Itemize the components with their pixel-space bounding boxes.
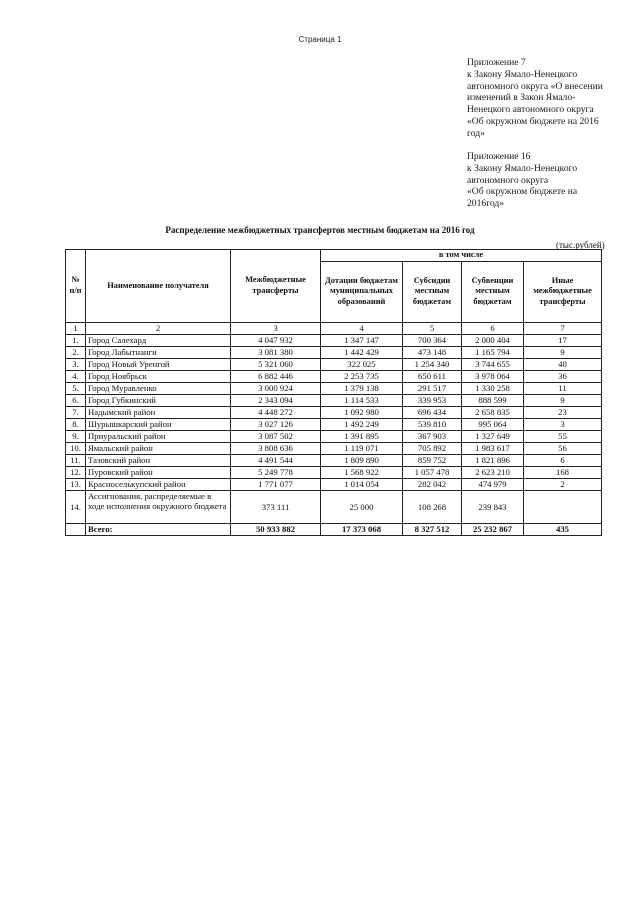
column-number: 4 (321, 322, 403, 334)
appendix-line: «Об окружном бюджете на 2016 (467, 115, 599, 127)
subventions-value: 239 843 (462, 490, 524, 523)
transfers-value: 4 047 932 (231, 334, 321, 346)
row-number: 3. (66, 358, 86, 370)
appendix-line: год» (467, 127, 485, 139)
transfers-value: 6 882 446 (231, 370, 321, 382)
subventions-value: 2 623 210 (462, 466, 524, 478)
grants-value: 25 000 (321, 490, 403, 523)
subsidies-value: 1 254 340 (403, 358, 462, 370)
subsidies-value: 859 752 (403, 454, 462, 466)
total-grants: 17 373 068 (321, 523, 403, 535)
row-number: 6. (66, 394, 86, 406)
total-row (66, 523, 602, 535)
transfers-value: 3 081 380 (231, 346, 321, 358)
recipient-name: Надымский район (86, 406, 231, 418)
total-subsidies: 8 327 512 (403, 523, 462, 535)
table-row (66, 358, 602, 370)
row-number: 4. (66, 370, 86, 382)
table-row (66, 418, 602, 430)
transfers-value: 3 808 636 (231, 442, 321, 454)
other-value: 6 (524, 454, 602, 466)
column-number: 3 (231, 322, 321, 334)
total-other: 435 (524, 523, 602, 535)
subsidies-value: 700 364 (403, 334, 462, 346)
subsidies-value: 339 953 (403, 394, 462, 406)
table-row (66, 478, 602, 490)
recipient-name: Пуровский район (86, 466, 231, 478)
document-title: Распределение межбюджетных трансфертов местным бюджетам на 2016 год (165, 225, 475, 235)
page-header: Страница 1 (298, 35, 342, 44)
table-row (66, 406, 602, 418)
row-number: 11. (66, 454, 86, 466)
table-header-row (66, 250, 602, 262)
row-number: 8. (66, 418, 86, 430)
recipient-name: Ямальский район (86, 442, 231, 454)
row-number: 10. (66, 442, 86, 454)
recipient-name: Тазовский район (86, 454, 231, 466)
header-recipient: Наименование получателя (86, 250, 231, 323)
other-value: 23 (524, 406, 602, 418)
subventions-value: 1 330 258 (462, 382, 524, 394)
subsidies-value: 696 434 (403, 406, 462, 418)
subventions-value: 474 979 (462, 478, 524, 490)
grants-value: 1 442 429 (321, 346, 403, 358)
table-row (66, 454, 602, 466)
total-blank (66, 523, 86, 535)
subsidies-value: 650 611 (403, 370, 462, 382)
recipient-name: Ассигнования, распределяемые в ходе исполнения окружного бюджета (86, 490, 231, 523)
grants-value: 322 025 (321, 358, 403, 370)
table-row (66, 382, 602, 394)
subsidies-value: 473 148 (403, 346, 462, 358)
transfers-value: 2 343 094 (231, 394, 321, 406)
other-value: 2 (524, 478, 602, 490)
subsidies-value: 705 892 (403, 442, 462, 454)
appendix-line: автономного округа (467, 174, 549, 186)
transfers-value: 3 087 502 (231, 430, 321, 442)
table-row (66, 442, 602, 454)
other-value: 9 (524, 394, 602, 406)
subsidies-value: 539 810 (403, 418, 462, 430)
table-row (66, 466, 602, 478)
column-number: 1 (66, 322, 86, 334)
transfers-value: 4 448 272 (231, 406, 321, 418)
recipient-name: Город Салехард (86, 334, 231, 346)
table-row (66, 394, 602, 406)
other-value: 40 (524, 358, 602, 370)
appendix-16-note (467, 151, 617, 210)
recipient-name: Шурышкарский район (86, 418, 231, 430)
column-number: 5 (403, 322, 462, 334)
subventions-value: 3 744 655 (462, 358, 524, 370)
subsidies-value: 1 057 478 (403, 466, 462, 478)
other-value: 17 (524, 334, 602, 346)
subventions-value: 3 978 064 (462, 370, 524, 382)
recipient-name: Город Ноябрьск (86, 370, 231, 382)
subventions-value: 995 064 (462, 418, 524, 430)
grants-value: 1 092 980 (321, 406, 403, 418)
header-transfers: Межбюджетные трансферты (231, 250, 321, 323)
transfers-value: 3 000 924 (231, 382, 321, 394)
subventions-value: 1 821 896 (462, 454, 524, 466)
other-value: 55 (524, 430, 602, 442)
other-value: 3 (524, 418, 602, 430)
row-number: 2. (66, 346, 86, 358)
table-row (66, 346, 602, 358)
header-other: Иные межбюджетные трансферты (524, 261, 602, 322)
grants-value: 1 809 890 (321, 454, 403, 466)
other-value: 9 (524, 346, 602, 358)
header-subsidies: Субсидии местным бюджетам (403, 261, 462, 322)
row-number: 13. (66, 478, 86, 490)
subventions-value: 1 327 649 (462, 430, 524, 442)
recipient-name: Город Губкинский (86, 394, 231, 406)
recipient-name: Приуральский район (86, 430, 231, 442)
grants-value: 1 014 054 (321, 478, 403, 490)
recipient-name: Город Муравленко (86, 382, 231, 394)
other-value: 36 (524, 370, 602, 382)
other-value: 56 (524, 442, 602, 454)
transfers-value: 5 321 060 (231, 358, 321, 370)
table-body (66, 334, 602, 523)
transfers-value: 373 111 (231, 490, 321, 523)
header-num: № п/п (66, 250, 86, 323)
row-number: 9. (66, 430, 86, 442)
appendix-line: изменений в Закон Ямало- (467, 92, 576, 104)
recipient-name: Город Новый Уренгой (86, 358, 231, 370)
grants-value: 2 253 735 (321, 370, 403, 382)
subsidies-value: 367 903 (403, 430, 462, 442)
table-row (66, 370, 602, 382)
subventions-value: 888 599 (462, 394, 524, 406)
appendix-line: Приложение 7 (467, 57, 526, 68)
column-number: 6 (462, 322, 524, 334)
recipient-name: Город Лабытнанги (86, 346, 231, 358)
row-number: 1. (66, 334, 86, 346)
appendix-line: к Закону Ямало-Ненецкого (467, 162, 578, 174)
subsidies-value: 291 517 (403, 382, 462, 394)
header-subventions: Субвенции местным бюджетам (462, 261, 524, 322)
row-number: 14. (66, 490, 86, 523)
units-label: (тыс.рублей) (556, 240, 605, 250)
transfers-value: 5 249 778 (231, 466, 321, 478)
grants-value: 1 114 533 (321, 394, 403, 406)
table-row (66, 334, 602, 346)
column-number: 2 (86, 322, 231, 334)
transfers-value: 3 027 126 (231, 418, 321, 430)
appendix-line: к Закону Ямало-Ненецкого (467, 68, 578, 80)
subventions-value: 2 000 404 (462, 334, 524, 346)
table-row (66, 430, 602, 442)
subsidies-value: 282 042 (403, 478, 462, 490)
column-number: 7 (524, 322, 602, 334)
grants-value: 1 492 249 (321, 418, 403, 430)
subventions-value: 1 983 617 (462, 442, 524, 454)
row-number: 12. (66, 466, 86, 478)
subventions-value: 1 165 794 (462, 346, 524, 358)
grants-value: 1 347 147 (321, 334, 403, 346)
subventions-value: 2 658 835 (462, 406, 524, 418)
other-value: 168 (524, 466, 602, 478)
grants-value: 1 119 071 (321, 442, 403, 454)
grants-value: 1 379 138 (321, 382, 403, 394)
transfers-value: 1 771 077 (231, 478, 321, 490)
appendix-line: Приложение 16 (467, 151, 531, 162)
header-grants: Дотации бюджетам муниципальных образований (321, 261, 403, 322)
appendix-line: Ненецкого автономного округа (467, 104, 594, 116)
recipient-name: Красноселькупский район (86, 478, 231, 490)
row-number: 7. (66, 406, 86, 418)
subsidies-value: 108 268 (403, 490, 462, 523)
appendix-line: автономного округа «О внесении (467, 80, 603, 92)
header-including: в том числе (321, 250, 602, 262)
row-number: 5. (66, 382, 86, 394)
grants-value: 1 568 922 (321, 466, 403, 478)
table-row (66, 490, 602, 523)
transfers-table (65, 249, 602, 536)
appendix-line: «Об окружном бюджете на (467, 186, 578, 198)
other-value: 11 (524, 382, 602, 394)
total-transfers: 50 933 882 (231, 523, 321, 535)
transfers-value: 4 491 544 (231, 454, 321, 466)
appendix-7-note (467, 57, 617, 140)
appendix-line: 2016год» (467, 198, 505, 210)
grants-value: 1 391 895 (321, 430, 403, 442)
total-subventions: 25 232 867 (462, 523, 524, 535)
column-number-row (66, 322, 602, 334)
total-label: Всего: (86, 523, 231, 535)
other-value (524, 490, 602, 523)
